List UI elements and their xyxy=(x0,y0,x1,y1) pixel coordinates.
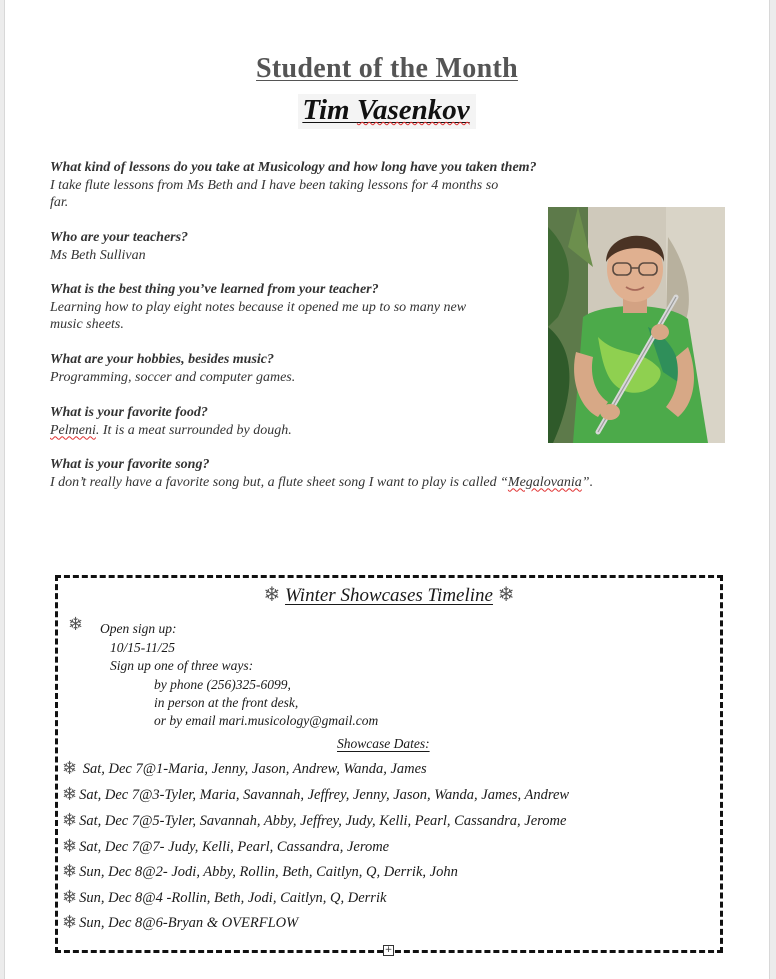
showcase-title: Winter Showcases Timeline xyxy=(285,585,493,606)
signup-dates: 10/15-11/25 xyxy=(110,640,175,655)
showcase-date-item: ❄ Sat, Dec 7@7- Judy, Kelli, Pearl, Cassandra, Jerome xyxy=(62,836,390,856)
qa-block-hobbies xyxy=(50,351,540,386)
qa-block-teachers xyxy=(50,229,540,264)
qa-block-lessons xyxy=(50,159,540,212)
showcase-date-item: ❄ Sun, Dec 8@6-Bryan & OVERFLOW xyxy=(62,912,299,932)
snowflake-icon: ❄ xyxy=(497,584,515,606)
snowflake-icon: ❄ xyxy=(62,836,78,856)
student-photo xyxy=(548,207,725,443)
answer-lessons-line1: I take flute lessons from Ms Beth and I have been taking lessons for 4 months so xyxy=(50,177,499,193)
question-lessons: What kind of lessons do you take at Musicology and how long have you taken them? xyxy=(50,160,537,175)
showcase-date-item: ❄ Sun, Dec 8@4 -Rollin, Beth, Jodi, Caitlyn, Q, Derrik xyxy=(62,887,387,907)
answer-hobbies: Programming, soccer and computer games. xyxy=(50,369,296,385)
showcase-title-line xyxy=(58,585,720,607)
question-song: What is your favorite song? xyxy=(50,457,210,472)
snowflake-icon: ❄ xyxy=(62,861,78,881)
snowflake-icon: ❄ xyxy=(263,584,281,606)
student-name-line xyxy=(5,94,769,129)
answer-teachers: Ms Beth Sullivan xyxy=(50,247,146,263)
answer-song-word: Megalovania xyxy=(507,474,582,490)
student-name: Tim Vasenkov xyxy=(298,94,475,129)
question-hobbies: What are your hobbies, besides music? xyxy=(50,352,275,367)
snowflake-icon: ❄ xyxy=(62,912,78,932)
winter-showcase-box xyxy=(55,575,723,953)
page-title: Student of the Month xyxy=(256,53,518,84)
showcase-date-item: ❄ Sat, Dec 7@3-Tyler, Maria, Savannah, Jeffrey, Jenny, Jason, Wanda, James, Andrew xyxy=(62,784,570,804)
snowflake-icon: ❄ xyxy=(68,614,84,634)
answer-food-word: Pelmeni xyxy=(50,422,96,438)
question-best-thing: What is the best thing you’ve learned from your teacher? xyxy=(50,282,379,297)
question-teachers: Who are your teachers? xyxy=(50,230,189,245)
document-page xyxy=(4,0,770,979)
answer-song: I don’t really have a favorite song but, a flute sheet song I want to play is called “Megalovania”. xyxy=(50,474,594,490)
student-last-name: Vasenkov xyxy=(356,94,470,126)
signup-phone: by phone (256)325-6099, xyxy=(154,677,291,692)
snowflake-icon: ❄ xyxy=(62,810,78,830)
qa-block-song xyxy=(50,456,650,491)
signup-ways: Sign up one of three ways: xyxy=(110,658,254,673)
qa-block-best-thing xyxy=(50,281,540,334)
signup-label: Open sign up: xyxy=(100,621,177,636)
answer-lessons-line2: far. xyxy=(50,195,69,210)
snowflake-icon: ❄ xyxy=(62,758,78,778)
signup-front-desk: in person at the front desk, xyxy=(154,695,299,710)
student-photo-illustration xyxy=(548,207,725,443)
table-move-handle[interactable]: + xyxy=(384,945,393,955)
showcase-date-item: ❄ Sat, Dec 7@1-Maria, Jenny, Jason, Andrew, Wanda, James xyxy=(62,758,427,778)
showcase-date-item: ❄ Sun, Dec 8@2- Jodi, Abby, Rollin, Beth, Caitlyn, Q, Derrik, John xyxy=(62,861,458,881)
answer-best-thing-line2: music sheets. xyxy=(50,317,124,332)
qa-block-food xyxy=(50,404,540,439)
showcase-dates-heading: Showcase Dates: xyxy=(337,736,430,751)
answer-best-thing-line1: Learning how to play eight notes because it opened me up to so many new xyxy=(50,299,467,315)
showcase-date-item: ❄ Sat, Dec 7@5-Tyler, Savannah, Abby, Jeffrey, Judy, Kelli, Pearl, Cassandra, Jerome xyxy=(62,810,567,830)
answer-food: Pelmeni. It is a meat surrounded by dough. xyxy=(50,422,292,438)
snowflake-icon: ❄ xyxy=(62,784,78,804)
question-food: What is your favorite food? xyxy=(50,405,208,420)
signup-email: or by email mari.musicology@gmail.com xyxy=(154,713,379,728)
snowflake-icon: ❄ xyxy=(62,887,78,907)
